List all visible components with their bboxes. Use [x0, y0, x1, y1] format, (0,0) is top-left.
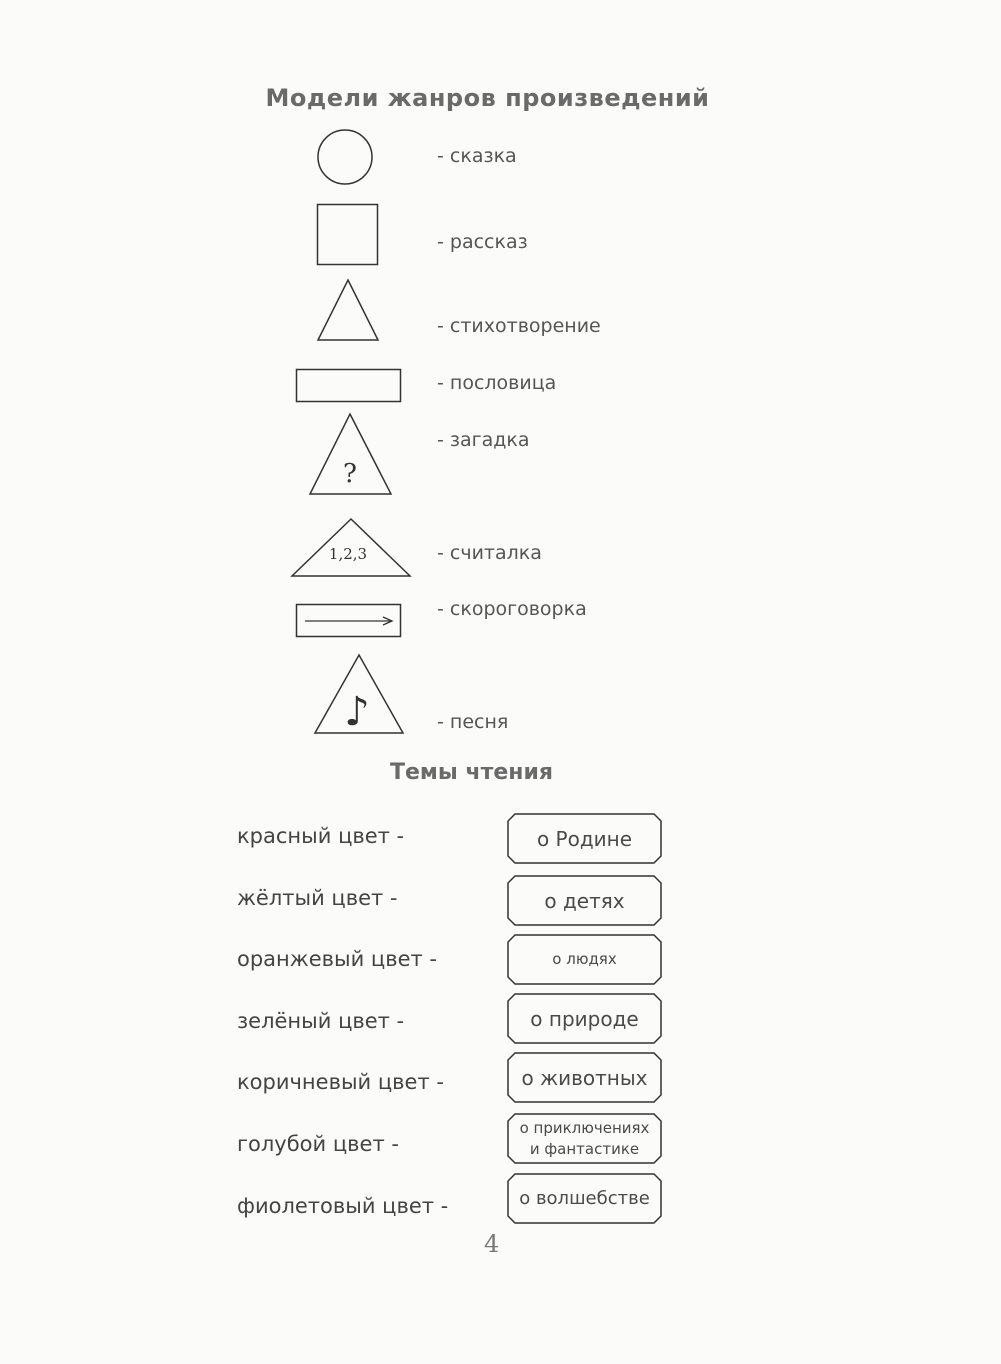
color-label-brown: коричневый цвет - [237, 1070, 444, 1094]
color-label-yellow: жёлтый цвет - [237, 886, 398, 910]
theme-text: о волшебстве [519, 1187, 650, 1209]
arrow-rectangle-icon [295, 603, 403, 639]
genre-label-tongue-twister: - скороговорка [437, 598, 587, 620]
music-note-symbol: ♪ [344, 689, 370, 735]
theme-text: о животных [521, 1065, 648, 1090]
theme-text: о Родине [536, 826, 633, 851]
triangle-icon [316, 278, 380, 342]
genre-label-fairy-tale: - сказка [437, 145, 517, 167]
theme-box-adventures [507, 1113, 662, 1164]
theme-box-animals [507, 1052, 662, 1103]
counting-triangle-icon [290, 517, 412, 579]
color-label-orange: оранжевый цвет - [237, 947, 437, 971]
question-triangle-icon [308, 412, 393, 496]
rectangle-icon [295, 368, 403, 404]
theme-text-line: и фантастике [529, 1139, 640, 1158]
genre-label-story: - рассказ [437, 231, 528, 253]
theme-box-motherland [507, 813, 662, 864]
color-label-violet: фиолетовый цвет - [237, 1194, 449, 1218]
genre-label-riddle: - загадка [437, 429, 530, 451]
themes-title: Темы чтения [390, 760, 553, 785]
theme-text: о людях [552, 950, 617, 969]
square-icon [316, 203, 380, 267]
theme-text [520, 1118, 650, 1159]
theme-box-nature [507, 993, 662, 1044]
page-number: 4 [484, 1230, 500, 1258]
theme-text-line: о приключениях [519, 1119, 650, 1138]
question-mark-symbol: ? [343, 459, 357, 489]
circle-icon [316, 128, 374, 186]
color-label-green: зелёный цвет - [237, 1009, 405, 1033]
theme-box-people [507, 934, 662, 985]
color-label-red: красный цвет - [237, 824, 405, 848]
music-note-triangle-icon [313, 653, 405, 735]
genre-label-poem: - стихотворение [437, 315, 601, 337]
theme-text: о детях [544, 888, 625, 913]
page-title: Модели жанров произведений [265, 84, 710, 112]
theme-text: о природе [530, 1006, 639, 1031]
theme-box-children [507, 875, 662, 926]
color-label-light-blue: голубой цвет - [237, 1132, 399, 1156]
genre-label-song: - песня [437, 711, 509, 733]
counting-numbers-symbol: 1,2,3 [328, 545, 368, 563]
theme-box-magic [507, 1173, 662, 1224]
genre-label-proverb: - пословица [437, 372, 557, 394]
genre-label-counting-rhyme: - считалка [437, 542, 542, 564]
